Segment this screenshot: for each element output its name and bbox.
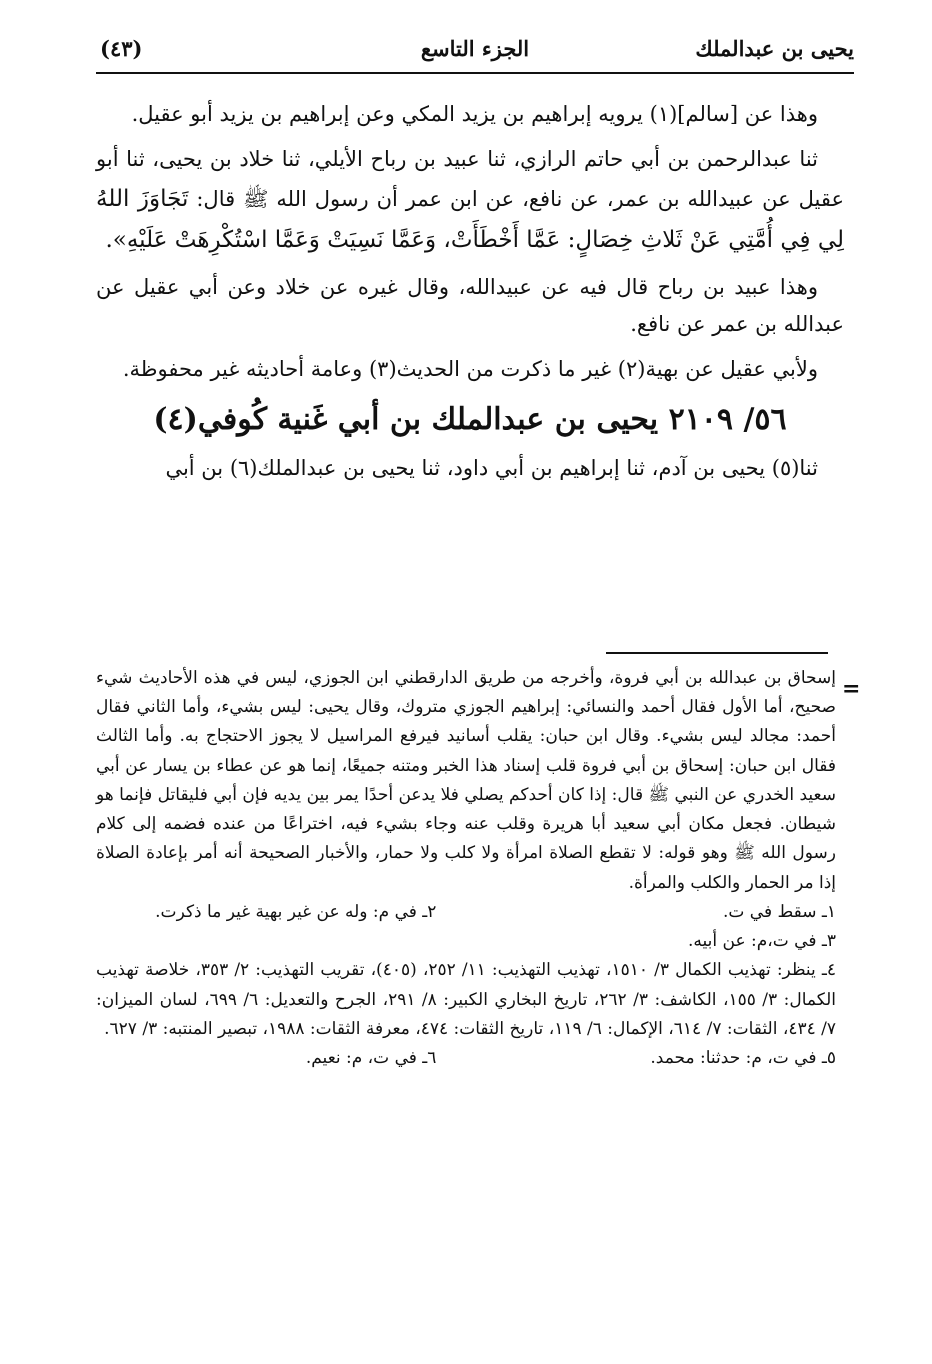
- running-header: [96, 30, 854, 70]
- footnotes: [96, 664, 836, 1073]
- paragraph-2: [96, 141, 844, 260]
- footnote-4: ٤ـ ينظر: تهذيب الكمال ٣/ ١٥١٠، تهذيب التهذيب: ١١/ ٢٥٢، (٤٠٥)، تقريب التهذيب: ٢/ ٣٥٣، خلاصة تهذيب الكمال: ٣/ ١٥٥، الكاشف: ٣/ ٢٦٢، تاريخ البخاري الكبير: ٨/ ٢٩١، الجرح والتعديل: ٦/ ٦٩٩، لسان الميزان: ٧/ ٤٣٤، الثقات: ٧/ ٦١٤، الإكمال: ٦/ ١١٩، تاريخ الثقات: ٤٧٤، معرفة الثقات: ١٩٨٨، تبصير المنتبه: ٣/ ٦٢٧.: [96, 960, 836, 1039]
- header-divider: [96, 72, 854, 74]
- footnote-6: ٦ـ في ت، م: نعيم.: [305, 1048, 437, 1069]
- paragraph-5: ثنا(٥) يحيى بن آدم، ثنا إبراهيم بن أبي داود، ثنا يحيى بن عبدالملك(٦) بن أبي: [165, 455, 818, 480]
- footnote-continuation-mark: =: [842, 676, 861, 702]
- volume-label: الجزء التاسع: [420, 36, 530, 61]
- footnote-continued: إسحاق بن عبدالله بن أبي فروة، وأخرجه من طريق الدارقطني ابن الجوزي، ليس في هذه الأحاديث شيء صحيح، أما الأول فقال أحمد والنسائي: إبراهيم الجوزي متروك، وقال يحيى: ليس بشيء، وأما الثاني فقال أحمد: مجالد ليس بشيء. وقال ابن حبان: يقلب أسانيد فيرفع المراسيل لا يجوز الاحتجاج به. وأما الثالث فقال ابن حبان: إسحاق بن أبي فروة قلب إسناد هذا الخبر ومتنه جميعًا، إنما هو عن عطاء بن يسار عن أبي سعيد الخدري عن النبي ﷺ قال: إذا كان أحدكم يصلي فلا يدعن أحدًا يمر بين يديه فإن أبي فليقاتل فإنما هو شيطان. فجعل مكان أبي سعيد أبا هريرة وقلب عنه وجاء بشيء فيه، اختراعًا من عنده فضمه إلى كلام رسول الله ﷺ وهو قوله: لا تقطع الصلاة امرأة ولا كلب ولا حمار، والأخبار الصحيحة أنه أمر بإعادة الصلاة إذا مر الحمار والكلب والمرأة.: [96, 668, 836, 893]
- paragraph-1: وهذا عن [سالم](١) يرويه إبراهيم بن يزيد المكي وعن إبراهيم بن يزيد أبو عقيل.: [131, 102, 818, 126]
- footnote-5: ٥ـ في ت، م: حدثنا: محمد.: [650, 1048, 836, 1069]
- footnote-2: ٢ـ في م: وله عن غير بهية غير ما ذكرت.: [155, 901, 437, 922]
- footnote-1: ١ـ سقط في ت.: [722, 901, 836, 922]
- footnote-row: [96, 1044, 836, 1073]
- page-number: (٤٣): [100, 36, 143, 61]
- footnote-3: ٣ـ في ت،م: عن أبيه.: [688, 931, 836, 952]
- footnote-row: [96, 898, 836, 927]
- paragraph-3: وهذا عبيد بن رباح قال فيه عن عبيدالله، وقال غيره عن خلاد وعن أبي عقيل عن عبدالله بن عمر عن نافع.: [96, 274, 844, 336]
- biography-heading: ٥٦/ ٢١٠٩ يحيى بن عبدالملك بن أبي غَنية كُوفي(٤): [153, 401, 787, 437]
- main-text: [96, 96, 844, 495]
- paragraph-4: ولأبي عقيل عن بهية(٢) غير ما ذكرت من الحديث(٣) وعامة أحاديثه غير محفوظة.: [122, 357, 818, 382]
- isnad-text: ثنا عبدالرحمن بن أبي حاتم الرازي، ثنا عبيد بن رباح الأيلي، ثنا خلاد بن يحيى، ثنا أبو عقيل عن عبيدالله بن عمر، عن نافع، عن ابن عمر أن رسول الله ﷺ قال:: [96, 147, 844, 211]
- running-title: يحيى بن عبدالملك: [695, 36, 854, 61]
- hadith-text: تَجَاوَزَ اللهُ لِي فِي أُمَّتِي عَنْ ثَلاثِ خِصَالٍ: عَمَّا أَخْطَأَتْ، وَعَمَّا نَسِيَتْ وَعَمَّا اسْتُكْرِهَتْ عَلَيْهِ».: [96, 185, 844, 253]
- footnote-divider: [606, 652, 828, 654]
